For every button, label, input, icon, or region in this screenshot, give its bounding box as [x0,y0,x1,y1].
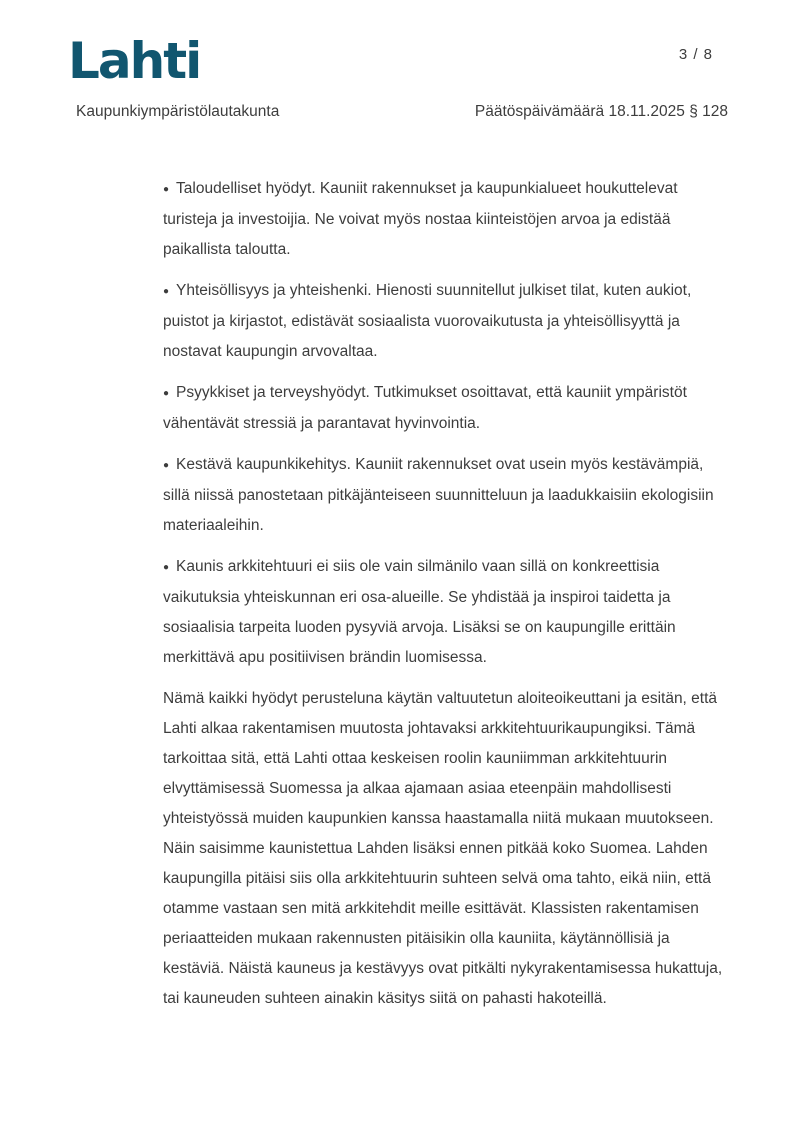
bullet-icon: ● [163,388,170,399]
body-paragraph [163,378,727,439]
body-paragraph [163,684,727,1014]
body-paragraph [163,552,727,673]
paragraph-text: Psyykkiset ja terveyshyödyt. Tutkimukset osoittavat, että kauniit ympäristöt vähentävät stressiä ja parantavat hyvinvointia. [163,384,687,432]
body-paragraph [163,450,727,541]
lahti-logo: Lahti [68,32,201,90]
document-header [76,103,728,121]
decision-date: Päätöspäivämäärä 18.11.2025 § 128 [474,103,728,120]
bullet-icon: ● [163,184,170,195]
paragraph-text: Taloudelliset hyödyt. Kauniit rakennukset ja kaupunkialueet houkuttelevat turisteja ja investoijia. Ne voivat myös nostaa kiinteistöjen arvoa ja edistää paikallista taloutta. [163,180,678,258]
body-paragraph [163,174,727,265]
document-body [163,174,727,1025]
bullet-icon: ● [163,460,170,471]
body-paragraph [163,276,727,367]
committee-name: Kaupunkiympäristölautakunta [76,103,280,120]
page-number: 3 / 8 [678,46,713,63]
paragraph-text: Kaunis arkkitehtuuri ei siis ole vain silmänilo vaan sillä on konkreettisia vaikutuksia yhteiskunnan eri osa-alueille. Se yhdistää ja inspiroi taidetta ja sosiaalisia tarpeita luoden pysyviä arvoja. Lisäksi se on kaupungille erittäin merkittävä apu positiivisen brändin luomisessa. [163,558,676,666]
paragraph-text: Nämä kaikki hyödyt perusteluna käytän valtuutetun aloiteoikeuttani ja esitän, että Lahti alkaa rakentamisen muutosta johtavaksi arkkitehtuurikaupungiksi. Tämä tarkoittaa sitä, että Lahti ottaa keskeisen roolin kauniimman arkkitehtuurin elvyttämisessä Suomessa ja alkaa ajamaan asiaa eteenpäin mahdollisesti yhteistyössä muiden kaupunkien kanssa haastamalla niitä mukaan muutokseen. Näin saisimme kaunistettua Lahden lisäksi ennen pitkää koko Suomea. Lahden kaupungilla pitäisi siis olla arkkitehtuurin suhteen selvä oma tahto, eikä niin, että otamme vastaan sen mitä arkkitehdit meille esittävät. Klassisten rakentamisen periaatteiden mukaan rakennusten pitäisikin olla kauniita, käytännöllisiä ja kestäviä. Näistä kauneus ja kestävyys ovat pitkälti nykyrakentamisessa hukattuja, tai kauneuden suhteen ainakin käsitys siitä on pahasti hakoteillä. [163,690,723,1007]
paragraph-text: Yhteisöllisyys ja yhteishenki. Hienosti suunnitellut julkiset tilat, kuten aukiot, puistot ja kirjastot, edistävät sosiaalista vuorovaikutusta ja yhteisöllisyyttä ja nostavat kaupungin arvovaltaa. [163,282,692,360]
bullet-icon: ● [163,562,170,573]
paragraph-text: Kestävä kaupunkikehitys. Kauniit rakennukset ovat usein myös kestävämpiä, sillä niissä panostetaan pitkäjänteiseen suunnitteluun ja laadukkaisiin ekologisiin materiaaleihin. [163,456,714,534]
bullet-icon: ● [163,286,170,297]
